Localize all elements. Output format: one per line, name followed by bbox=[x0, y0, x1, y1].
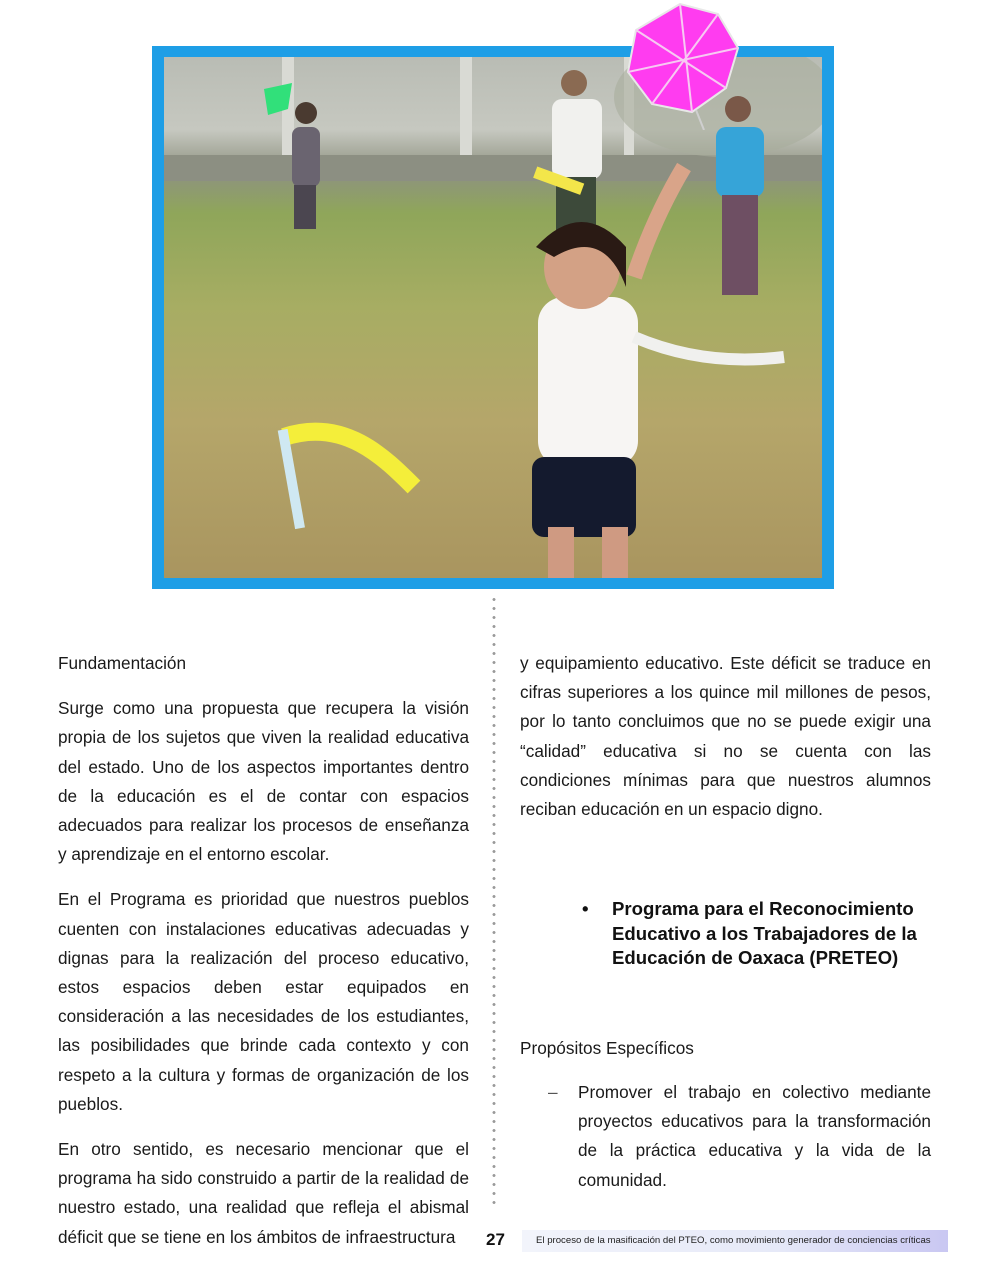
woman-right-pants bbox=[722, 195, 758, 295]
left-column bbox=[58, 649, 469, 1268]
list-item-text: Promover el trabajo en colectivo mediante proyectos educativos para la transformación de la práctica educativa y la vida de la comunidad. bbox=[578, 1082, 931, 1190]
paragraph: En otro sentido, es necesario mencionar que el programa ha sido construido a partir de la realidad de nuestro estado, una realidad que refleja el abismal déficit que se tiene en los ámbitos de infraestructura bbox=[58, 1139, 469, 1247]
section-heading: Fundamentación bbox=[58, 653, 187, 673]
woman-right-shirt bbox=[716, 127, 764, 197]
photo-illustration bbox=[164, 57, 822, 578]
girl-shorts bbox=[532, 457, 636, 537]
girl-shirt bbox=[538, 297, 638, 467]
person-left-head bbox=[295, 102, 317, 124]
purposes-title: Propósitos Específicos bbox=[520, 1038, 694, 1058]
bullet-heading: Programa para el Reconocimiento Educativo a los Trabajadores de la Educación de Oaxaca (PRETEO) bbox=[612, 898, 917, 968]
girl-arm bbox=[634, 167, 684, 277]
girl-leg bbox=[548, 527, 574, 578]
column-divider bbox=[492, 595, 496, 1210]
paragraph: Surge como una propuesta que recupera la visión propia de los sujetos que viven la realidad educativa del estado. Uno de los aspectos importantes dentro de la educación es el de contar con espacios adecuados para realizar los procesos de enseñanza y aprendizaje en el entorno escolar. bbox=[58, 698, 469, 865]
man-shirt bbox=[552, 99, 602, 179]
footer-banner: El proceso de la masificación del PTEO, como movimiento generador de conciencias críticas bbox=[522, 1230, 948, 1252]
person-left-legs bbox=[294, 185, 316, 229]
man-head bbox=[561, 70, 587, 96]
white-streamer bbox=[634, 337, 784, 360]
bullet-icon: • bbox=[582, 898, 589, 919]
girl-leg bbox=[602, 527, 628, 578]
kite-flying-photo bbox=[164, 57, 822, 578]
fence-post bbox=[460, 57, 472, 165]
right-column bbox=[520, 649, 931, 840]
dash-icon: – bbox=[548, 1082, 558, 1102]
paragraph: y equipamiento educativo. Este déficit se traduce en cifras superiores a los quince mil millones de pesos, por lo tanto concluimos que no se puede exigir una “calidad” educativa si no se cuenta con las condiciones mínimas para que nuestros alumnos reciban educación en un espacio digno. bbox=[520, 653, 931, 820]
ground-streamer bbox=[284, 432, 414, 487]
person-left-body bbox=[292, 127, 320, 187]
pink-kite bbox=[622, 0, 742, 130]
page-number: 27 bbox=[486, 1230, 505, 1249]
paragraph: En el Programa es prioridad que nuestros pueblos cuenten con instalaciones educativas adecuadas y dignas para la realización del proceso educativo, estos espacios deben estar equipados en consideración a las necesidades de los estudiantes, las posibilidades que brinde cada contexto y con respeto a la cultura y formas de organización de los pueblos. bbox=[58, 889, 469, 1114]
